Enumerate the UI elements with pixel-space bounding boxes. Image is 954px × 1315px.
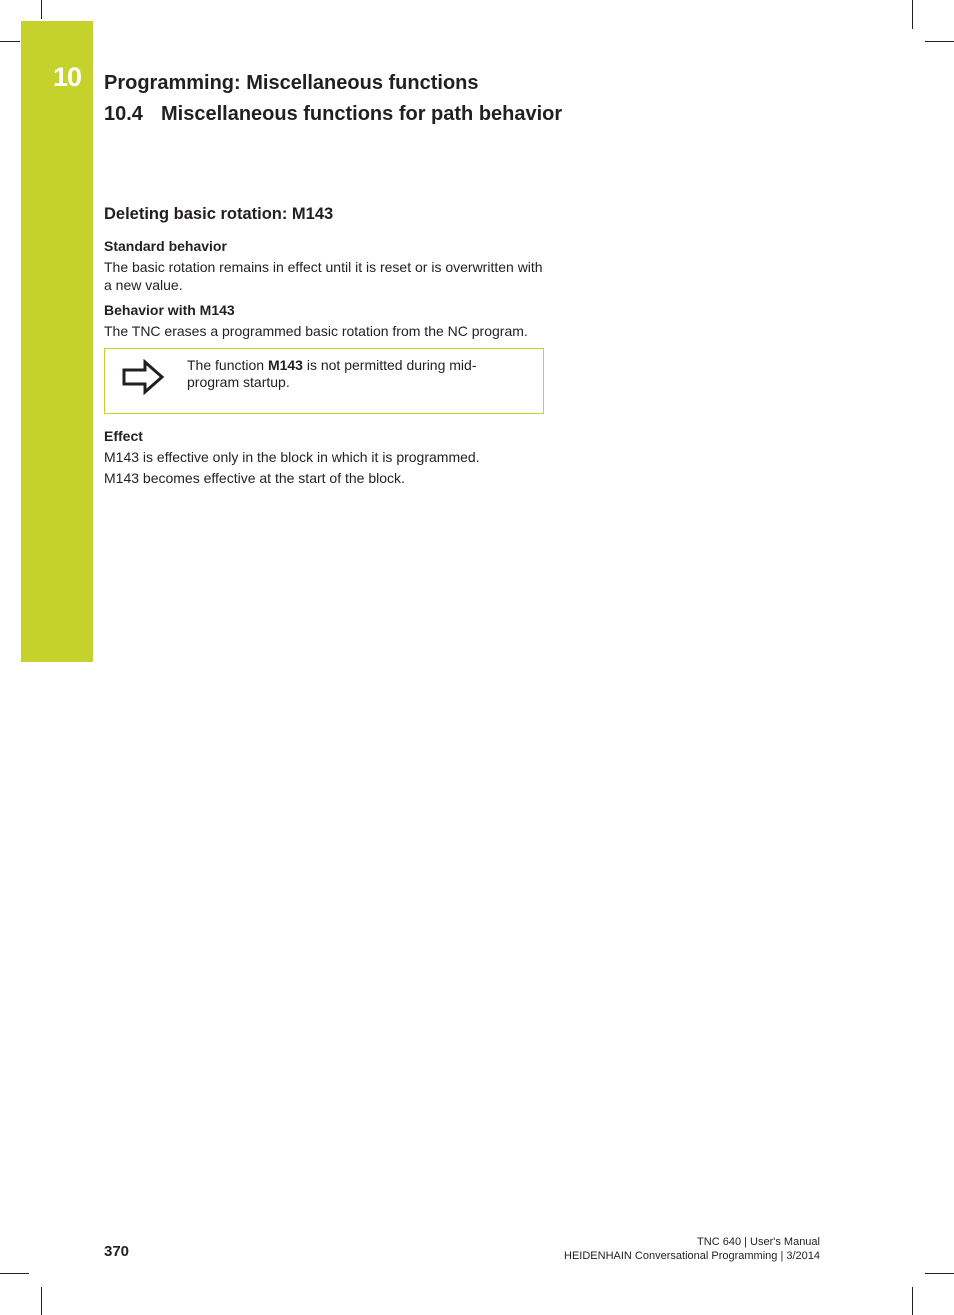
note-code: M143 (267, 357, 303, 373)
crop-mark (0, 1273, 29, 1274)
section-title-text: Miscellaneous functions for path behavior (161, 103, 563, 125)
crop-mark (41, 1287, 42, 1315)
crop-mark (925, 1273, 954, 1274)
paragraph-standard-behavior: The basic rotation remains in effect until it is reset or is overwritten with a new value. (104, 259, 543, 293)
chapter-title: Programming: Miscellaneous functions (104, 72, 479, 94)
section-heading: Deleting basic rotation: M143 (104, 205, 334, 223)
crop-mark (41, 0, 42, 19)
footer (564, 1235, 820, 1263)
paragraph-effect-1: M143 is effective only in the block in which it is programmed. (104, 449, 480, 465)
note-box (104, 348, 544, 414)
paragraph-behavior-with: The TNC erases a programmed basic rotation from the NC program. (104, 323, 528, 339)
page-number: 370 (104, 1243, 130, 1260)
section-number: 10.4 (104, 103, 143, 125)
crop-mark (912, 0, 913, 29)
footer-line-2: HEIDENHAIN Conversational Programming | 3/2014 (564, 1250, 820, 1262)
section-title (104, 103, 562, 126)
arrow-right-icon (121, 359, 165, 395)
chapter-number: 10 (53, 62, 82, 92)
paragraph-effect-2: M143 becomes effective at the start of the block. (104, 470, 405, 486)
subheading-standard-behavior: Standard behavior (104, 238, 227, 254)
footer-line-1: TNC 640 | User's Manual (697, 1236, 820, 1248)
crop-mark (912, 1287, 913, 1315)
crop-mark (925, 41, 954, 42)
chapter-side-band (21, 21, 93, 662)
note-text: The function M143 is not permitted during mid-program startup. (187, 357, 477, 390)
main-content (104, 205, 544, 490)
subheading-effect: Effect (104, 428, 143, 444)
subheading-behavior-with: Behavior with M143 (104, 302, 235, 318)
crop-mark (0, 41, 20, 42)
